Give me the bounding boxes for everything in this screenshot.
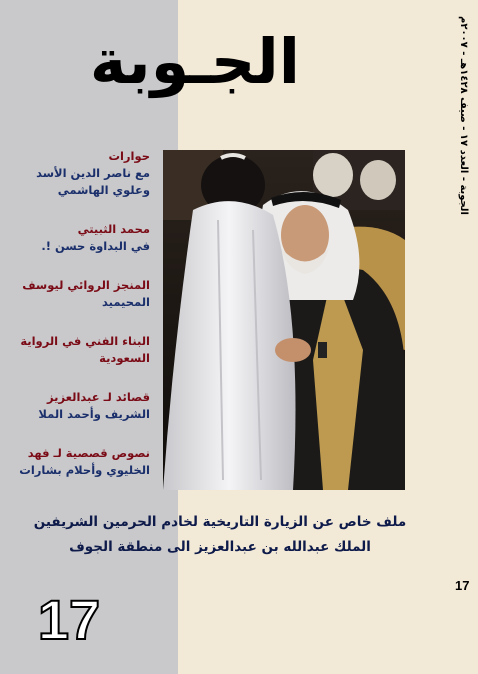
headline-interviews [8, 148, 150, 199]
headline-subtitle: وعلوي الهاشمي [57, 183, 150, 197]
headline-stories [8, 445, 150, 479]
headline-novel-structure [8, 333, 150, 367]
special-feature-line1: ملف خاص عن الزيارة التاريخية لخادم الحرمين الشريفين [33, 514, 407, 530]
headline-title: المنجز الروائي ليوسف [22, 278, 150, 292]
issue-info-vertical: الجوبة - العدد ١٧ - صيف ١٤٢٨هـ - ٢٠٠٧م [458, 16, 469, 215]
headline-muhaimeed [8, 277, 150, 311]
headline-subtitle: المحيميد [102, 295, 150, 309]
headline-subtitle: الخليوي وأحلام بشارات [19, 463, 150, 477]
headline-title: نصوص قصصية لـ فهد [27, 446, 150, 460]
issue-number-small: 17 [455, 578, 470, 593]
headline-title: البناء الفني في الرواية [20, 334, 150, 348]
headlines-list [8, 148, 150, 501]
headline-subtitle: الشريف وأحمد الملا [38, 407, 150, 421]
special-feature-line2: الملك عبدالله بن عبدالعزيز الى منطقة الجوف [69, 539, 371, 555]
headline-title: محمد الثبيتي [77, 222, 150, 236]
headline-poems [8, 389, 150, 423]
cover-photo-illustration [163, 150, 405, 490]
issue-number-large: 17 [37, 588, 101, 651]
cover-photo [163, 150, 405, 490]
headline-subtitle: في البداوة حسن !. [41, 239, 150, 253]
headline-thubaiti [8, 221, 150, 255]
headline-subtitle: مع ناصر الدين الأسد [36, 166, 150, 180]
headline-subtitle: السعودية [99, 351, 150, 365]
headline-title: قصائد لـ عبدالعزيز [47, 390, 150, 404]
headline-title: حوارات [108, 149, 150, 163]
special-feature-title [30, 510, 410, 560]
masthead-title: الجـوبة [89, 25, 300, 98]
